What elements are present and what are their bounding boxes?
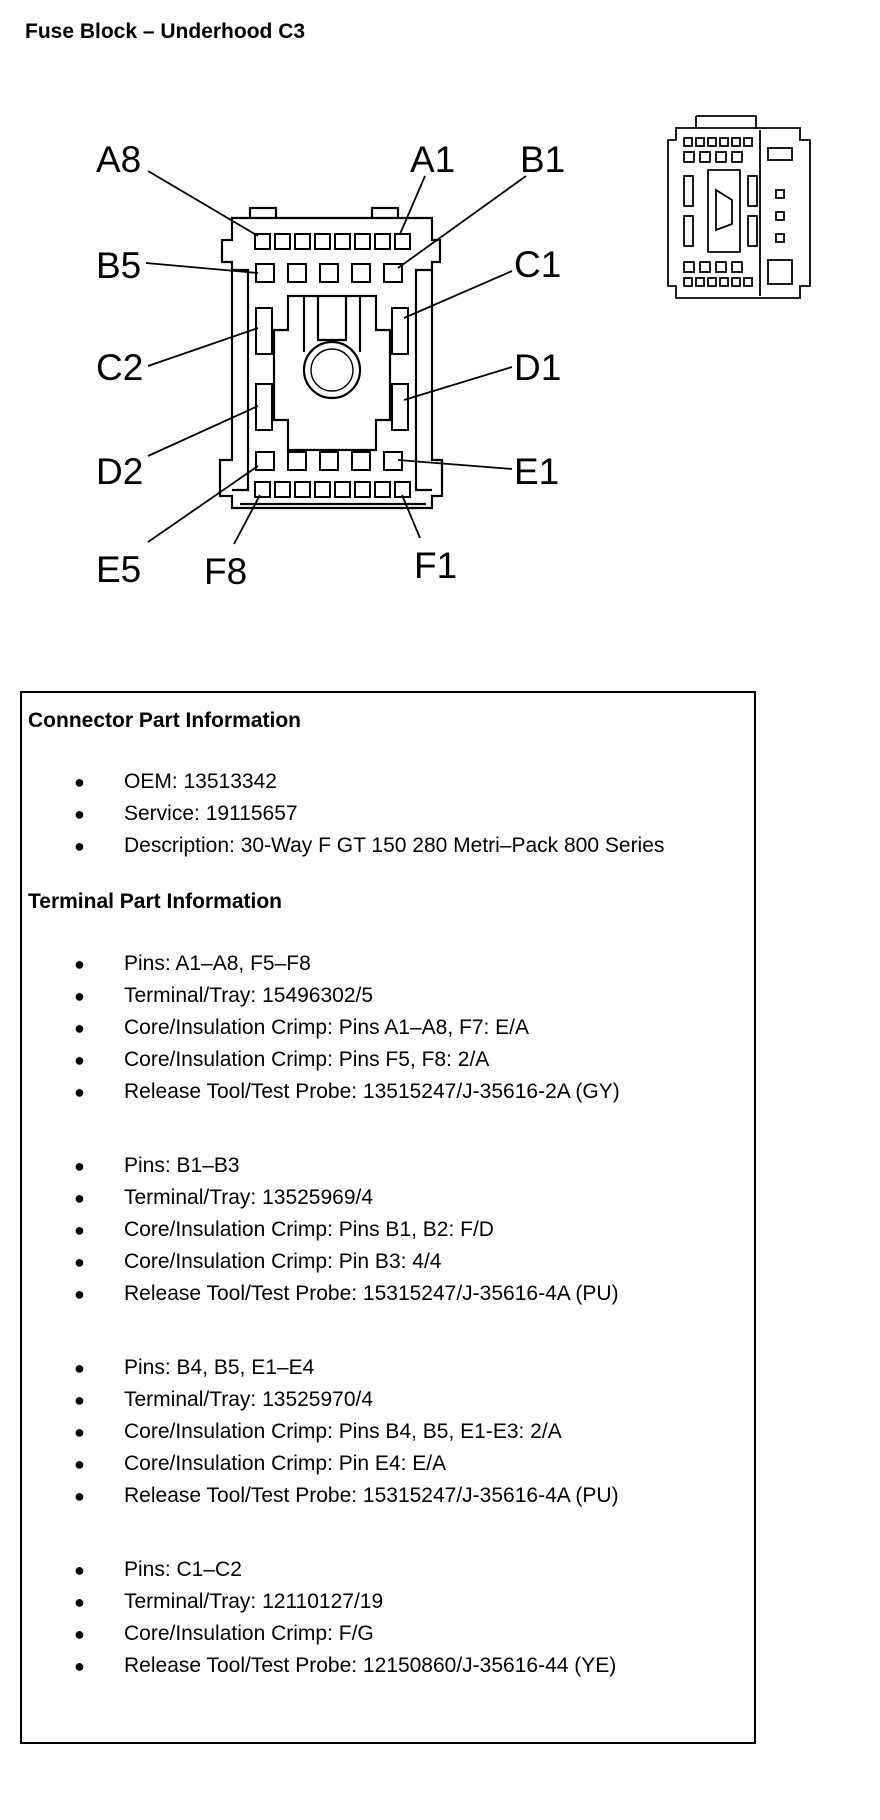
center-carrier xyxy=(274,296,390,450)
bullet: ● xyxy=(74,1422,85,1442)
bullet: ● xyxy=(74,1220,85,1240)
bullet: ● xyxy=(74,1156,85,1176)
leader-a1 xyxy=(400,176,425,234)
bullet: ● xyxy=(74,1624,85,1644)
bullet: ● xyxy=(74,1454,85,1474)
cavity-row-e xyxy=(256,452,402,470)
label-e1: E1 xyxy=(514,451,560,492)
label-a1: A1 xyxy=(410,139,456,180)
leader-b5 xyxy=(146,263,258,273)
leader-d1 xyxy=(404,367,512,400)
bullet: ● xyxy=(74,1082,85,1102)
bullet: ● xyxy=(74,1050,85,1070)
cavity-row-f xyxy=(255,482,410,497)
cavity-row-a xyxy=(255,234,410,249)
bullet: ● xyxy=(74,1656,85,1676)
label-a8: A8 xyxy=(96,139,142,180)
bullet: ● xyxy=(74,1284,85,1304)
leader-f8 xyxy=(234,495,260,544)
bullet: ● xyxy=(74,1560,85,1580)
leader-c2 xyxy=(148,328,258,366)
label-b1: B1 xyxy=(520,139,566,180)
bullet: ● xyxy=(74,1018,85,1038)
part-information-panel: Connector Part Information ● OEM: 13513342 ● Service: 19115657 ● Description: 30-Way F GT 150 280 Metri–Pack 800 Series Terminal Part Information ● Pins: A1–A8, F5–F8 ● Terminal/Tray: 15496302/5 ● Core/Insulation Crimp: Pins A1–A8, F7: E/A ● Core/Insulation Crimp: Pins F5, F8: 2/A ● Release Tool/Test Probe: 13515247/J-35616-2A (GY) ● Pins: B1–B3 ● Terminal/Tray: 13525969/4 ● Core/Insulation Crimp: Pins B1, B2: F/D ● Core/Insulation Crimp: Pin B3: 4/4 ● Release Tool/Test Probe: 15315247/J-35616-4A (PU) ● Pins: B4, B5, E1–E4 ● Terminal/Tray: 13525970/4 ● Core/Insulation Crimp: Pins B4, B5, E1-E3: 2/A ● Core/Insulation Crimp: Pin E4: E/A ● Release Tool/Test Probe: 15315247/J-35616-4A (PU) ● Pins: C1–C2 ● Terminal/Tray: 12110127/19 ● Core/Insulation Crimp: F/G ● Release Tool/Test Probe: 12150860/J-35616-44 (YE) xyxy=(20,691,756,1744)
leader-c1 xyxy=(404,271,512,318)
terminal-info-title: Terminal Part Information xyxy=(28,890,282,913)
bullet: ● xyxy=(74,954,85,974)
bullet: ● xyxy=(74,804,85,824)
bullet: ● xyxy=(74,1390,85,1410)
leader-d2 xyxy=(148,406,258,456)
label-f1: F1 xyxy=(414,545,458,586)
label-c2: C2 xyxy=(96,347,144,388)
label-b5: B5 xyxy=(96,245,142,286)
center-guide-ring xyxy=(304,342,360,398)
label-c1: C1 xyxy=(514,244,562,285)
bullet: ● xyxy=(74,986,85,1006)
top-latch xyxy=(250,208,398,218)
bullet: ● xyxy=(74,1188,85,1208)
bullet: ● xyxy=(74,772,85,792)
bullet: ● xyxy=(74,1358,85,1378)
label-e5: E5 xyxy=(96,549,142,590)
connector-diagram xyxy=(0,0,880,640)
bullet: ● xyxy=(74,1592,85,1612)
leader-f1 xyxy=(402,495,420,538)
cavity-row-b xyxy=(256,264,402,282)
label-d2: D2 xyxy=(96,451,144,492)
leader-a8 xyxy=(148,171,258,236)
page-title: Fuse Block – Underhood C3 xyxy=(25,20,306,43)
connector-info-title: Connector Part Information xyxy=(28,709,302,732)
bullet: ● xyxy=(74,836,85,856)
bullet: ● xyxy=(74,1252,85,1272)
leader-b1 xyxy=(398,176,526,268)
label-f8: F8 xyxy=(204,551,248,592)
cavity-row-c-d xyxy=(256,308,408,430)
bullet: ● xyxy=(74,1486,85,1506)
label-d1: D1 xyxy=(514,347,562,388)
connector-side-view xyxy=(668,116,810,298)
